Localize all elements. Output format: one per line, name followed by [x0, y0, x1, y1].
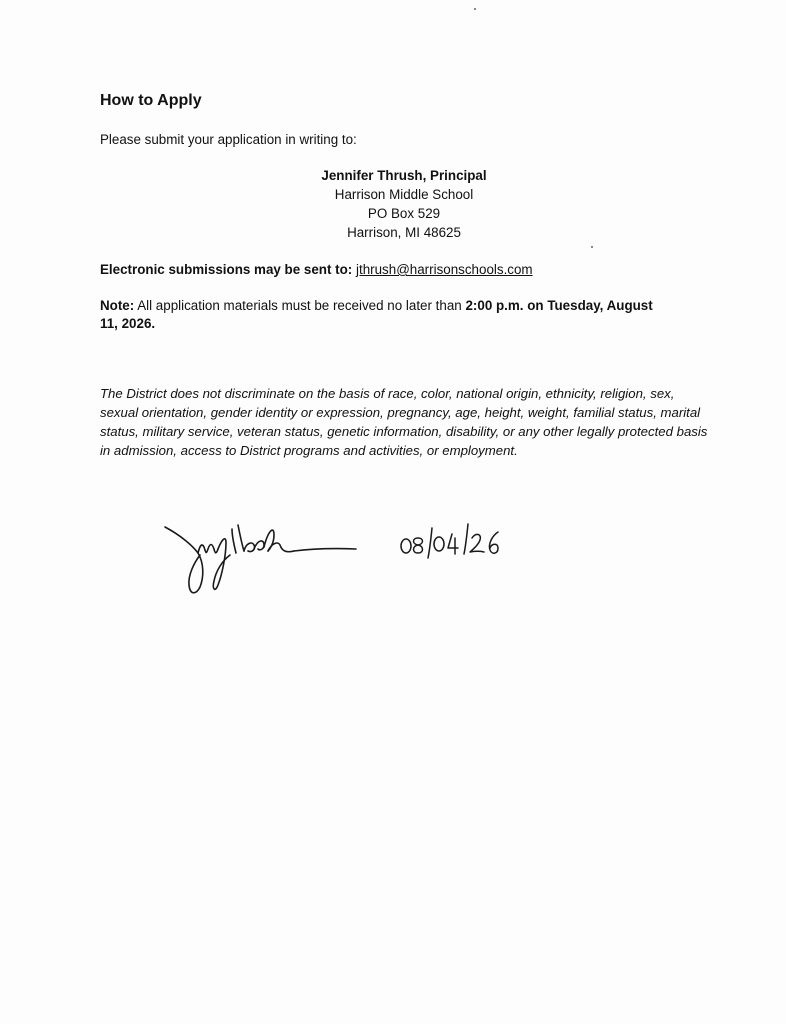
handwritten-date: [398, 520, 508, 565]
note-paragraph: [100, 297, 660, 333]
address-po-box: PO Box 529: [367, 206, 441, 221]
nondiscrimination-statement: The District does not discriminate on the basis of race, color, national origin, ethnicity, religion, sex, sexual orientation, gender identity or expression, pregnancy, age, height, weight, familial status, marital status, military service, veteran status, genetic information, disability, or any other legally protected basis in admission, access to District programs and activities, or employment.: [100, 386, 708, 458]
signature-image: [160, 515, 360, 600]
note-deadline: 2:00 p.m. on Tuesday, August 11, 2026.: [100, 298, 653, 331]
scan-speck: [474, 8, 476, 10]
address-school: Harrison Middle School: [334, 187, 474, 202]
section-heading: How to Apply: [100, 92, 202, 109]
electronic-submission-line: [100, 261, 533, 279]
intro-text: Please submit your application in writing to:: [100, 132, 357, 147]
electronic-submission-label: Electronic submissions may be sent to:: [100, 262, 353, 277]
address-name: Jennifer Thrush, Principal: [321, 168, 487, 183]
email-link[interactable]: jthrush@harrisonschools.com: [356, 262, 533, 277]
scan-speck: [591, 246, 593, 248]
note-label: Note:: [100, 298, 135, 313]
address-city-state-zip: Harrison, MI 48625: [347, 225, 461, 240]
note-text: All application materials must be received no later than: [137, 298, 462, 313]
mailing-address: [300, 166, 508, 242]
